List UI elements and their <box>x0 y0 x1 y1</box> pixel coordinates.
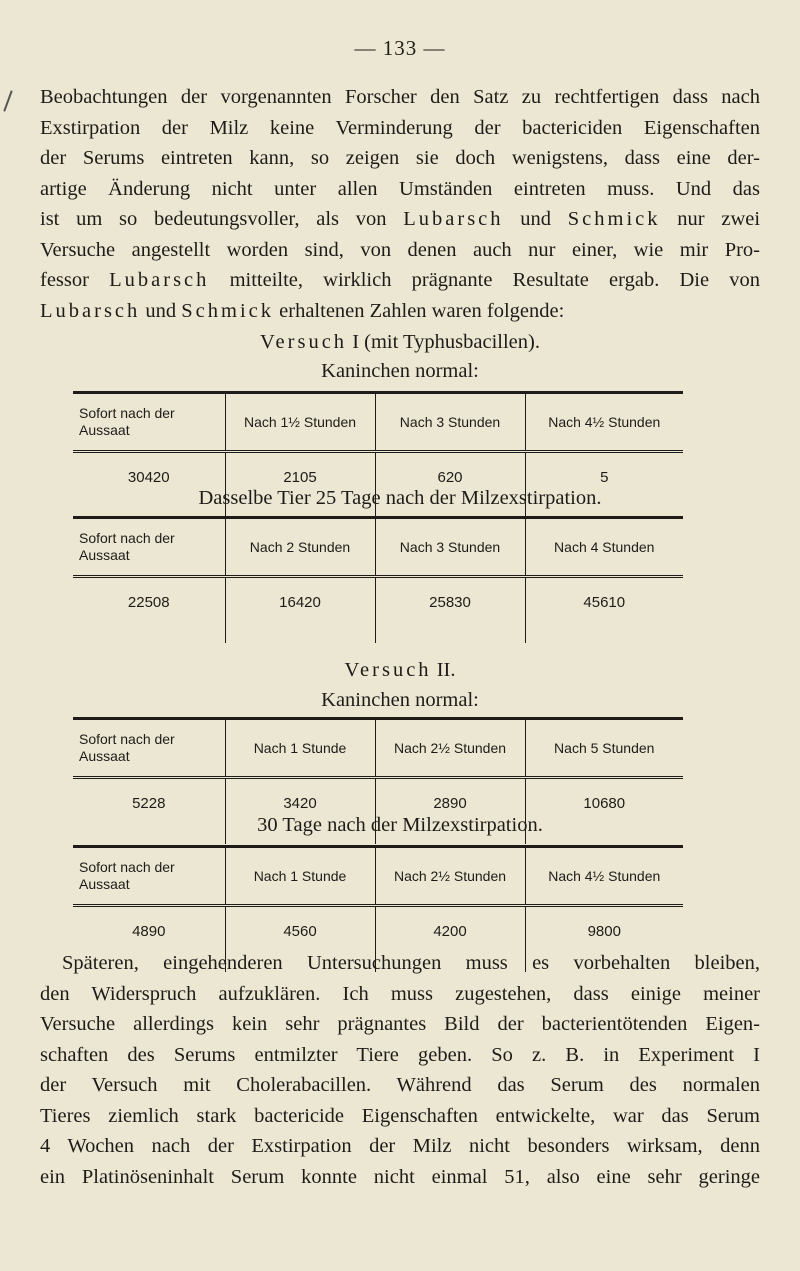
text-line: Späteren, eingehenderen Untersuchungen muss es vorbehalten bleiben, <box>62 952 760 974</box>
text-line: Lubarsch und Schmick erhaltenen Zahlen waren folgende: <box>40 299 565 322</box>
table-cell: 5 <box>525 452 683 519</box>
column-header: Nach 4½ Stunden <box>525 847 683 906</box>
table-cell: 4890 <box>132 923 166 940</box>
column-header: Sofort nach der Aussaat <box>73 393 225 452</box>
table-cell: 2105 <box>225 452 375 519</box>
text-line: artige Änderung nicht unter allen Umständen eintreten muss. Und das <box>40 177 760 200</box>
table-caption: 30 Tage nach der Milzexstirpation. <box>257 814 543 836</box>
author-name: Schmick <box>181 299 275 322</box>
table-cell: 25830 <box>375 577 525 644</box>
closing-paragraph <box>40 948 760 1192</box>
text-line: der Versuch mit Cholerabacillen. Während das Serum des normalen <box>40 1074 760 1096</box>
column-header: Nach 3 Stunden <box>375 518 525 577</box>
column-header: Nach 2 Stunden <box>225 518 375 577</box>
text-line: fessor Lubarsch mitteilte, wirklich prägnante Resultate ergab. Die von <box>40 269 760 291</box>
author-name: Lubarsch <box>40 299 141 322</box>
table-cell: 45610 <box>525 577 683 644</box>
author-name: Schmick <box>567 208 661 230</box>
column-header: Nach 1½ Stunden <box>225 393 375 452</box>
text-line: den Widerspruch aufzuklären. Ich muss zugestehen, dass einige meiner <box>40 982 760 1005</box>
table-cell: 9800 <box>525 906 683 973</box>
author-name: Lubarsch <box>109 269 210 291</box>
column-header: Sofort nach der Aussaat <box>73 847 225 906</box>
author-name: Lubarsch <box>403 208 504 230</box>
table-cell: 16420 <box>225 577 375 644</box>
text-line: Versuche angestellt worden sind, von denen auch nur einer, wie mir Pro- <box>40 238 760 261</box>
table-cell: 22508 <box>127 594 170 611</box>
text-line: Tieres ziemlich stark bactericide Eigenschaften entwickelte, war das Serum <box>40 1104 760 1127</box>
text-line: Beobachtungen der vorgenannten Forscher den Satz zu rechtfertigen dass nach <box>40 86 760 108</box>
text-line: schaften des Serums entmilzter Tiere geben. So z. B. in Experiment I <box>40 1043 760 1066</box>
column-header: Nach 2½ Stunden <box>375 847 525 906</box>
column-header: Nach 1 Stunde <box>225 719 375 778</box>
text-line: ist um so bedeutungsvoller, als von Lubarsch und Schmick nur zwei <box>40 208 761 230</box>
column-header: Nach 4½ Stunden <box>525 393 683 452</box>
margin-mark <box>3 90 12 111</box>
column-header: Nach 3 Stunden <box>375 393 525 452</box>
column-header: Sofort nach der Aussaat <box>73 719 225 778</box>
text-line: 4 Wochen nach der Exstirpation der Milz nicht besonders wirksam, denn <box>40 1135 760 1157</box>
text-line: ein Platinöseninhalt Serum konnte nicht einmal 51, also eine sehr geringe <box>40 1165 760 1188</box>
results-table-2 <box>73 516 683 643</box>
text-line: Versuche allerdings kein sehr prägnantes Bild der bacterientötenden Eigen- <box>40 1013 760 1035</box>
text-line: der Serums eintreten kann, so zeigen sie doch wenigstens, dass eine der- <box>40 147 760 169</box>
text-line: Exstirpation der Milz keine Verminderung der bactericiden Eigenschaften <box>40 116 760 139</box>
table-cell: 30420 <box>127 469 170 486</box>
table-cell: 3420 <box>225 778 375 845</box>
table-row <box>73 577 683 644</box>
section-heading-versuch-1: Versuch I (mit Typhusbacillen). <box>260 331 540 353</box>
table-cell: 620 <box>375 452 525 519</box>
column-header: Nach 2½ Stunden <box>375 719 525 778</box>
table-cell: 10680 <box>525 778 683 845</box>
section-subheading: Kaninchen normal: <box>321 689 479 711</box>
table-caption: Dasselbe Tier 25 Tage nach der Milzexstirpation. <box>198 487 602 509</box>
column-header: Nach 5 Stunden <box>525 719 683 778</box>
section-subheading: Kaninchen normal: <box>321 360 479 382</box>
column-header: Sofort nach der Aussaat <box>73 518 225 577</box>
page-number: — 133 — <box>354 36 446 60</box>
table-cell: 2890 <box>375 778 525 845</box>
table-cell: 4200 <box>375 906 525 973</box>
column-header: Nach 4 Stunden <box>525 518 683 577</box>
table-cell: 5228 <box>132 795 166 812</box>
table-cell: 4560 <box>225 906 375 973</box>
column-header: Nach 1 Stunde <box>225 847 375 906</box>
section-heading-versuch-2: Versuch II. <box>344 659 456 681</box>
intro-paragraph <box>40 82 760 326</box>
